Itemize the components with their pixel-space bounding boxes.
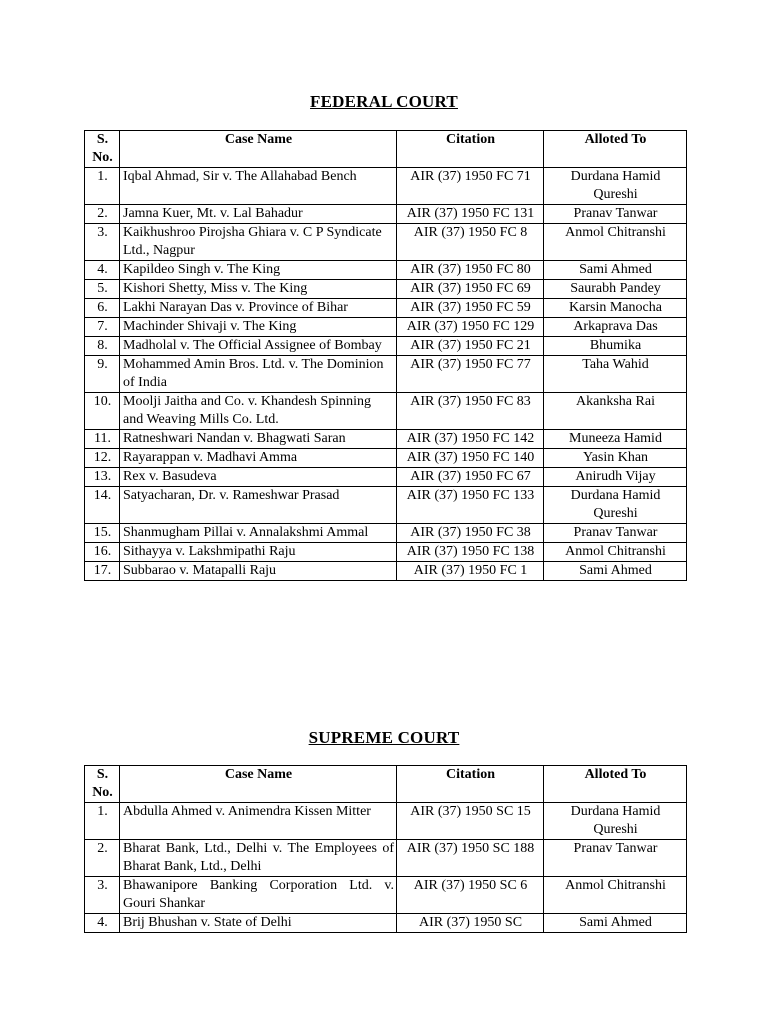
federal-court-heading: FEDERAL COURT (310, 92, 458, 111)
case-name-cell: Machinder Shivaji v. The King (120, 318, 397, 337)
case-name-cell: Rayarappan v. Madhavi Amma (120, 449, 397, 468)
case-name-cell: Kishori Shetty, Miss v. The King (120, 280, 397, 299)
case-name-cell: Brij Bhushan v. State of Delhi (120, 914, 397, 933)
table-row (85, 430, 687, 449)
case-name-cell: Bhawanipore Banking Corporation Ltd. v. Gouri Shankar (120, 877, 397, 914)
table-row (85, 543, 687, 562)
citation-cell: AIR (37) 1950 FC 140 (397, 449, 544, 468)
case-name-cell: Bharat Bank, Ltd., Delhi v. The Employees of Bharat Bank, Ltd., Delhi (120, 840, 397, 877)
column-header-citation: Citation (397, 131, 544, 168)
citation-cell: AIR (37) 1950 FC 142 (397, 430, 544, 449)
serial-number-cell: 3. (85, 877, 120, 914)
serial-number-cell: 6. (85, 299, 120, 318)
table-row (85, 205, 687, 224)
alloted-to-cell: Sami Ahmed (544, 914, 687, 933)
citation-cell: AIR (37) 1950 FC 8 (397, 224, 544, 261)
citation-cell: AIR (37) 1950 SC 188 (397, 840, 544, 877)
serial-number-cell: 2. (85, 840, 120, 877)
table-row (85, 280, 687, 299)
column-header-sno: S. No. (85, 131, 120, 168)
table-row (85, 337, 687, 356)
supreme-court-table-body (85, 803, 687, 933)
case-name-cell: Iqbal Ahmad, Sir v. The Allahabad Bench (120, 168, 397, 205)
alloted-to-cell: Durdana Hamid Qureshi (544, 168, 687, 205)
table-row (85, 299, 687, 318)
citation-cell: AIR (37) 1950 FC 129 (397, 318, 544, 337)
alloted-to-cell: Anmol Chitranshi (544, 224, 687, 261)
table-row (85, 356, 687, 393)
alloted-to-cell: Durdana Hamid Qureshi (544, 487, 687, 524)
citation-cell: AIR (37) 1950 FC 69 (397, 280, 544, 299)
alloted-to-cell: Pranav Tanwar (544, 524, 687, 543)
supreme-court-table (84, 765, 687, 933)
alloted-to-cell: Pranav Tanwar (544, 205, 687, 224)
case-name-cell: Sithayya v. Lakshmipathi Raju (120, 543, 397, 562)
serial-number-cell: 12. (85, 449, 120, 468)
column-header-alloted-to: Alloted To (544, 766, 687, 803)
serial-number-cell: 1. (85, 168, 120, 205)
citation-cell: AIR (37) 1950 FC 138 (397, 543, 544, 562)
table-row (85, 468, 687, 487)
table-row (85, 393, 687, 430)
serial-number-cell: 4. (85, 914, 120, 933)
column-header-sno: S. No. (85, 766, 120, 803)
table-row (85, 487, 687, 524)
serial-number-cell: 1. (85, 803, 120, 840)
serial-number-cell: 16. (85, 543, 120, 562)
citation-cell: AIR (37) 1950 FC 59 (397, 299, 544, 318)
alloted-to-cell: Durdana Hamid Qureshi (544, 803, 687, 840)
serial-number-cell: 7. (85, 318, 120, 337)
serial-number-cell: 11. (85, 430, 120, 449)
alloted-to-cell: Bhumika (544, 337, 687, 356)
alloted-to-cell: Akanksha Rai (544, 393, 687, 430)
table-row (85, 877, 687, 914)
serial-number-cell: 9. (85, 356, 120, 393)
case-name-cell: Abdulla Ahmed v. Animendra Kissen Mitter (120, 803, 397, 840)
serial-number-cell: 15. (85, 524, 120, 543)
case-name-cell: Kaikhushroo Pirojsha Ghiara v. C P Syndicate Ltd., Nagpur (120, 224, 397, 261)
case-name-cell: Ratneshwari Nandan v. Bhagwati Saran (120, 430, 397, 449)
citation-cell: AIR (37) 1950 FC 80 (397, 261, 544, 280)
federal-court-table (84, 130, 687, 581)
case-name-cell: Subbarao v. Matapalli Raju (120, 562, 397, 581)
table-row (85, 449, 687, 468)
citation-cell: AIR (37) 1950 FC 71 (397, 168, 544, 205)
alloted-to-cell: Anmol Chitranshi (544, 543, 687, 562)
table-row (85, 803, 687, 840)
alloted-to-cell: Sami Ahmed (544, 261, 687, 280)
table-row (85, 168, 687, 205)
citation-cell: AIR (37) 1950 FC 83 (397, 393, 544, 430)
column-header-citation: Citation (397, 766, 544, 803)
serial-number-cell: 8. (85, 337, 120, 356)
table-row (85, 840, 687, 877)
alloted-to-cell: Saurabh Pandey (544, 280, 687, 299)
case-name-cell: Moolji Jaitha and Co. v. Khandesh Spinning and Weaving Mills Co. Ltd. (120, 393, 397, 430)
federal-court-table-body (85, 168, 687, 581)
table-row (85, 914, 687, 933)
column-header-case-name: Case Name (120, 766, 397, 803)
alloted-to-cell: Taha Wahid (544, 356, 687, 393)
case-name-cell: Madholal v. The Official Assignee of Bombay (120, 337, 397, 356)
alloted-to-cell: Sami Ahmed (544, 562, 687, 581)
citation-cell: AIR (37) 1950 FC 1 (397, 562, 544, 581)
alloted-to-cell: Anirudh Vijay (544, 468, 687, 487)
alloted-to-cell: Pranav Tanwar (544, 840, 687, 877)
citation-cell: AIR (37) 1950 FC 77 (397, 356, 544, 393)
supreme-court-heading: SUPREME COURT (308, 728, 460, 747)
table-row (85, 562, 687, 581)
serial-number-cell: 17. (85, 562, 120, 581)
case-name-cell: Mohammed Amin Bros. Ltd. v. The Dominion of India (120, 356, 397, 393)
serial-number-cell: 10. (85, 393, 120, 430)
citation-cell: AIR (37) 1950 SC (397, 914, 544, 933)
case-name-cell: Shanmugham Pillai v. Annalakshmi Ammal (120, 524, 397, 543)
column-header-alloted-to: Alloted To (544, 131, 687, 168)
serial-number-cell: 5. (85, 280, 120, 299)
citation-cell: AIR (37) 1950 FC 67 (397, 468, 544, 487)
alloted-to-cell: Yasin Khan (544, 449, 687, 468)
citation-cell: AIR (37) 1950 FC 38 (397, 524, 544, 543)
table-row (85, 318, 687, 337)
citation-cell: AIR (37) 1950 FC 133 (397, 487, 544, 524)
alloted-to-cell: Karsin Manocha (544, 299, 687, 318)
table-row (85, 224, 687, 261)
alloted-to-cell: Muneeza Hamid (544, 430, 687, 449)
serial-number-cell: 13. (85, 468, 120, 487)
column-header-case-name: Case Name (120, 131, 397, 168)
table-header-row (85, 766, 687, 803)
case-name-cell: Satyacharan, Dr. v. Rameshwar Prasad (120, 487, 397, 524)
table-row (85, 261, 687, 280)
case-name-cell: Kapildeo Singh v. The King (120, 261, 397, 280)
alloted-to-cell: Arkaprava Das (544, 318, 687, 337)
citation-cell: AIR (37) 1950 SC 15 (397, 803, 544, 840)
case-name-cell: Rex v. Basudeva (120, 468, 397, 487)
serial-number-cell: 14. (85, 487, 120, 524)
case-name-cell: Lakhi Narayan Das v. Province of Bihar (120, 299, 397, 318)
alloted-to-cell: Anmol Chitranshi (544, 877, 687, 914)
serial-number-cell: 2. (85, 205, 120, 224)
citation-cell: AIR (37) 1950 FC 131 (397, 205, 544, 224)
serial-number-cell: 4. (85, 261, 120, 280)
serial-number-cell: 3. (85, 224, 120, 261)
case-name-cell: Jamna Kuer, Mt. v. Lal Bahadur (120, 205, 397, 224)
table-row (85, 524, 687, 543)
citation-cell: AIR (37) 1950 SC 6 (397, 877, 544, 914)
citation-cell: AIR (37) 1950 FC 21 (397, 337, 544, 356)
table-header-row (85, 131, 687, 168)
